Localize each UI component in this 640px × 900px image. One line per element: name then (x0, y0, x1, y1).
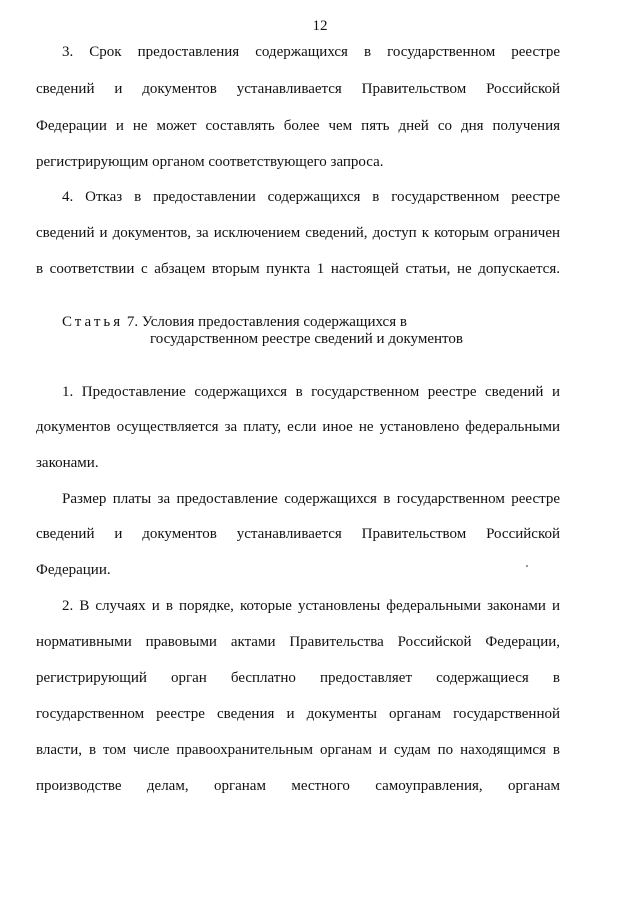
paragraph-4-line-1: 4. Отказ в предоставлении содержащихся в государственном реестре (62, 189, 560, 205)
paragraph-3-line-3: Федерации и не может составлять более чем пять дней со дня получения (36, 118, 560, 134)
article-number-title: 7. Условия предоставления содержащихся в (126, 314, 407, 330)
scan-speck (526, 565, 528, 567)
article-item-2-line-1: 2. В случаях и в порядке, которые установлены федеральными законами и (62, 598, 560, 614)
page-number: 12 (312, 18, 328, 34)
article-title-line-2: государственном реестре сведений и документов (150, 331, 463, 347)
paragraph-3-line-4: регистрирующим органом соответствующего запроса. (36, 154, 384, 170)
article-item-2-line-3: регистрирующий орган бесплатно предоставляет содержащиеся в (36, 670, 560, 686)
paragraph-3-line-1: 3. Срок предоставления содержащихся в государственном реестре (62, 44, 560, 60)
paragraph-3-line-2: сведений и документов устанавливается Правительством Российской (36, 81, 560, 97)
fee-paragraph-line-1: Размер платы за предоставление содержащихся в государственном реестре (62, 491, 560, 507)
paragraph-4-line-2: сведений и документов, за исключением сведений, доступ к которым ограничен (36, 225, 560, 241)
paragraph-4-line-3: в соответствии с абзацем вторым пункта 1 настоящей статьи, не допускается. (36, 261, 560, 277)
article-item-1-line-2: документов осуществляется за плату, если иное не установлено федеральными (36, 419, 560, 435)
article-item-2-line-6: производстве делам, органам местного самоуправления, органам (36, 778, 560, 794)
article-item-2-line-4: государственном реестре сведения и документы органам государственной (36, 706, 560, 722)
article-item-2-line-5: власти, в том числе правоохранительным органам и судам по находящимся в (36, 742, 560, 758)
article-label: Статья (62, 314, 124, 330)
fee-paragraph-line-3: Федерации. (36, 562, 111, 578)
fee-paragraph-line-2: сведений и документов устанавливается Правительством Российской (36, 526, 560, 542)
article-item-1-line-3: законами. (36, 455, 99, 471)
article-heading (62, 313, 586, 331)
article-item-1-line-1: 1. Предоставление содержащихся в государственном реестре сведений и (62, 384, 560, 400)
article-item-2-line-2: нормативными правовыми актами Правительства Российской Федерации, (36, 634, 560, 650)
